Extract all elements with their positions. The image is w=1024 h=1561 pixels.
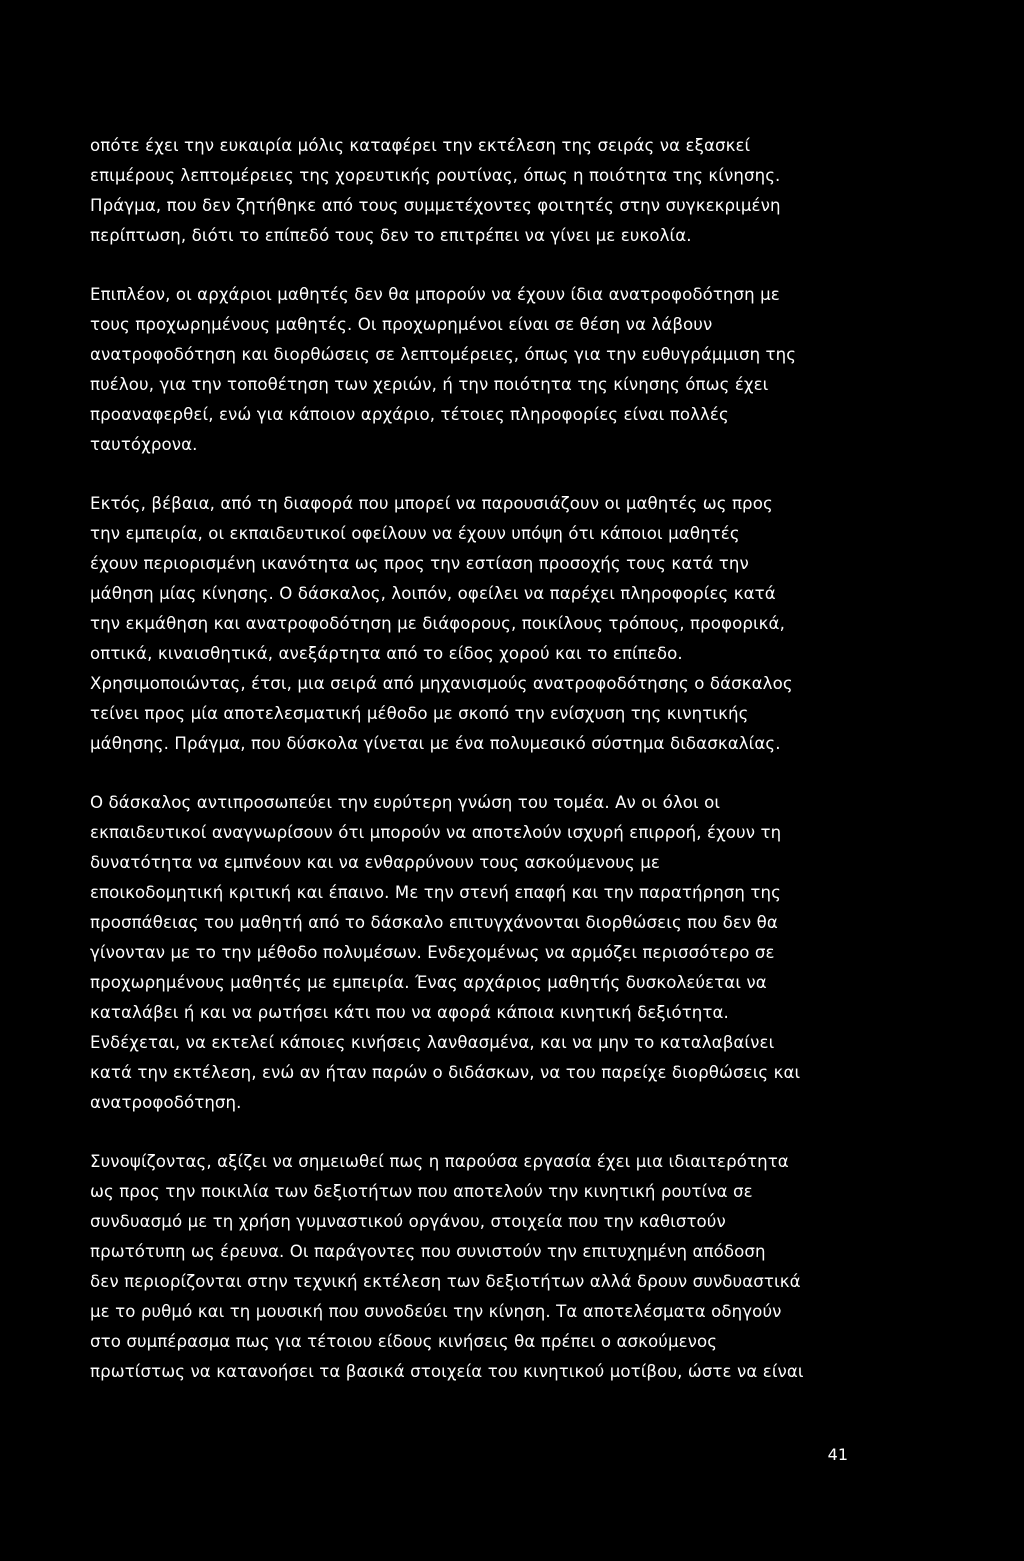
text-line: τείνει προς μία αποτελεσματική μέθοδο με σκοπό την ενίσχυση της κινητικής <box>90 704 749 723</box>
text-line: την εκμάθηση και ανατροφοδότηση με διάφορους, ποικίλους τρόπους, προφορικά, <box>90 614 785 633</box>
text-line: οπότε έχει την ευκαιρία μόλις καταφέρει την εκτέλεση της σειράς να εξασκεί <box>90 136 751 155</box>
text-line: πρωτότυπη ως έρευνα. Οι παράγοντες που συνιστούν την επιτυχημένη απόδοση <box>90 1242 766 1261</box>
text-line: την εμπειρία, οι εκπαιδευτικοί οφείλουν να έχουν υπόψη ότι κάποιοι μαθητές <box>90 524 740 543</box>
text-line: πυέλου, για την τοποθέτηση των χεριών, ή την ποιότητα της κίνησης όπως έχει <box>90 375 769 394</box>
text-line: μάθηση μίας κίνησης. Ο δάσκαλος, λοιπόν, οφείλει να παρέχει πληροφορίες κατά <box>90 584 776 603</box>
text-line: Συνοψίζοντας, αξίζει να σημειωθεί πως η παρούσα εργασία έχει μια ιδιαιτερότητα <box>90 1152 789 1171</box>
text-line: μάθησης. Πράγμα, που δύσκολα γίνεται με ένα πολυμεσικό σύστημα διδασκαλίας. <box>90 734 781 753</box>
text-line: ταυτόχρονα. <box>90 435 198 454</box>
paragraph-gap <box>90 759 950 788</box>
paragraph-gap <box>90 251 950 280</box>
paragraph-5 <box>90 1147 950 1387</box>
text-line: προσπάθειας του μαθητή από το δάσκαλο επιτυγχάνονται διορθώσεις που δεν θα <box>90 913 778 932</box>
text-line: στο συμπέρασμα πως για τέτοιου είδους κινήσεις θα πρέπει ο ασκούμενος <box>90 1332 718 1351</box>
paragraph-3 <box>90 489 950 759</box>
text-line: με το ρυθμό και τη μουσική που συνοδεύει την κίνηση. Τα αποτελέσματα οδηγούν <box>90 1302 782 1321</box>
page-number: 41 <box>827 1445 848 1464</box>
text-line: τους προχωρημένους μαθητές. Οι προχωρημένοι είναι σε θέση να λάβουν <box>90 315 713 334</box>
text-line: ανατροφοδότηση και διορθώσεις σε λεπτομέρειες, όπως για την ευθυγράμμιση της <box>90 345 797 364</box>
text-line: εκπαιδευτικοί αναγνωρίσουν ότι μπορούν να αποτελούν ισχυρή επιρροή, έχουν τη <box>90 823 782 842</box>
text-line: επιμέρους λεπτομέρειες της χορευτικής ρουτίνας, όπως η ποιότητα της κίνησης. <box>90 166 781 185</box>
text-line: Ο δάσκαλος αντιπροσωπεύει την ευρύτερη γνώση του τομέα. Αν οι όλοι οι <box>90 793 721 812</box>
paragraph-1 <box>90 131 950 251</box>
text-line: ανατροφοδότηση. <box>90 1093 242 1112</box>
text-line: εποικοδομητική κριτική και έπαινο. Με την στενή επαφή και την παρατήρηση της <box>90 883 781 902</box>
text-line: Πράγμα, που δεν ζητήθηκε από τους συμμετέχοντες φοιτητές στην συγκεκριμένη <box>90 196 781 215</box>
text-line: δεν περιορίζονται στην τεχνική εκτέλεση των δεξιοτήτων αλλά δρουν συνδυαστικά <box>90 1272 801 1291</box>
text-line: Χρησιμοποιώντας, έτσι, μια σειρά από μηχανισμούς ανατροφοδότησης ο δάσκαλος <box>90 674 793 693</box>
text-line: πρωτίστως να κατανοήσει τα βασικά στοιχεία του κινητικού μοτίβου, ώστε να είναι <box>90 1362 804 1381</box>
body-text <box>90 131 950 1387</box>
text-line: περίπτωση, διότι το επίπεδό τους δεν το επιτρέπει να γίνει με ευκολία. <box>90 226 692 245</box>
paragraph-4 <box>90 788 950 1118</box>
text-line: κατά την εκτέλεση, ενώ αν ήταν παρών ο διδάσκων, να του παρείχε διορθώσεις και <box>90 1063 801 1082</box>
text-line: Εκτός, βέβαια, από τη διαφορά που μπορεί να παρουσιάζουν οι μαθητές ως προς <box>90 494 773 513</box>
text-line: ως προς την ποικιλία των δεξιοτήτων που αποτελούν την κινητική ρουτίνα σε <box>90 1182 753 1201</box>
text-line: Ενδέχεται, να εκτελεί κάποιες κινήσεις λανθασμένα, και να μην το καταλαβαίνει <box>90 1033 775 1052</box>
text-line: προαναφερθεί, ενώ για κάποιον αρχάριο, τέτοιες πληροφορίες είναι πολλές <box>90 405 729 424</box>
text-line: συνδυασμό με τη χρήση γυμναστικού οργάνου, στοιχεία που την καθιστούν <box>90 1212 726 1231</box>
paragraph-gap <box>90 1118 950 1147</box>
text-line: προχωρημένους μαθητές με εμπειρία. Ένας αρχάριος μαθητής δυσκολεύεται να <box>90 973 767 992</box>
text-line: γίνονταν με το την μέθοδο πολυμέσων. Ενδεχομένως να αρμόζει περισσότερο σε <box>90 943 775 962</box>
text-line: καταλάβει ή και να ρωτήσει κάτι που να αφορά κάποια κινητική δεξιότητα. <box>90 1003 729 1022</box>
paragraph-gap <box>90 460 950 489</box>
text-line: έχουν περιορισμένη ικανότητα ως προς την εστίαση προσοχής τους κατά την <box>90 554 749 573</box>
text-line: Επιπλέον, οι αρχάριοι μαθητές δεν θα μπορούν να έχουν ίδια ανατροφοδότηση με <box>90 285 780 304</box>
text-line: δυνατότητα να εμπνέουν και να ενθαρρύνουν τους ασκούμενους με <box>90 853 660 872</box>
text-line: οπτικά, κιναισθητικά, ανεξάρτητα από το είδος χορού και το επίπεδο. <box>90 644 683 663</box>
paragraph-2 <box>90 280 950 460</box>
